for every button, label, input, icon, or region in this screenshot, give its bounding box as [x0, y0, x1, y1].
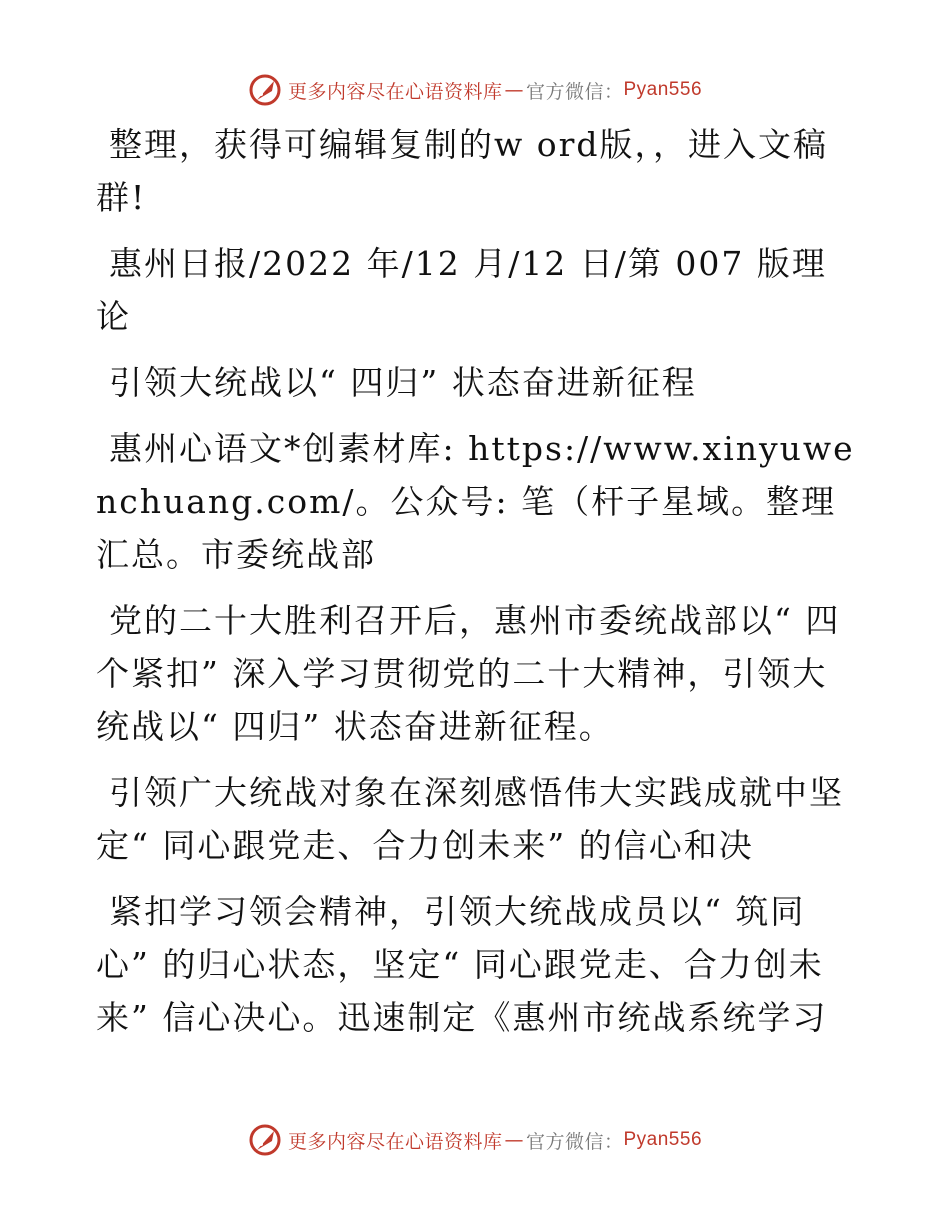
banner-dash: —: [504, 79, 524, 101]
banner-main-text: 更多内容尽在心语资料库: [287, 1130, 503, 1153]
banner-dash: —: [504, 1129, 524, 1151]
paragraph-title: 引领大统战以“ 四归” 状态奋进新征程: [109, 363, 697, 402]
header-watermark-banner: [0, 70, 950, 110]
paragraph-body-3: 紧扣学习领会精神，引领大统战成员以“ 筑同心” 的归心状态，坚定“ 同心跟党走、合力创未来” 信心决心。迅速制定《惠州市统战系统学习: [96, 892, 828, 1037]
quill-pen-circle-icon: [248, 1123, 282, 1157]
quill-pen-circle-icon: [248, 73, 282, 107]
document-body: [96, 118, 856, 1057]
banner-main-text: 更多内容尽在心语资料库: [287, 80, 503, 103]
paragraph-intro: 整理，获得可编辑复制的w ord版，，进入文稿群!: [96, 125, 829, 217]
paragraph-body-1: 党的二十大胜利召开后，惠州市委统战部以“ 四个紧扣” 深入学习贯彻党的二十大精神，引领大统战以“ 四归” 状态奋进新征程。: [96, 601, 841, 746]
banner-sub-text: 官方微信：: [525, 1130, 624, 1153]
paragraph-source: 惠州日报/2022 年/12 月/12 日/第 007 版理论: [96, 244, 827, 336]
banner-sub-text: 官方微信：: [525, 80, 624, 103]
banner-account-id: Pyan556: [623, 79, 703, 100]
paragraph-credit: 惠州心语文*创素材库: https://www.xinyuwenchuang.com/。公众号: 笔（杆子星域。整理汇总。市委统战部: [96, 429, 855, 574]
banner-account-id: Pyan556: [623, 1129, 703, 1150]
paragraph-body-2: 引领广大统战对象在深刻感悟伟大实践成就中坚定“ 同心跟党走、合力创未来” 的信心和决: [96, 773, 844, 865]
footer-watermark-banner: [0, 1120, 950, 1160]
